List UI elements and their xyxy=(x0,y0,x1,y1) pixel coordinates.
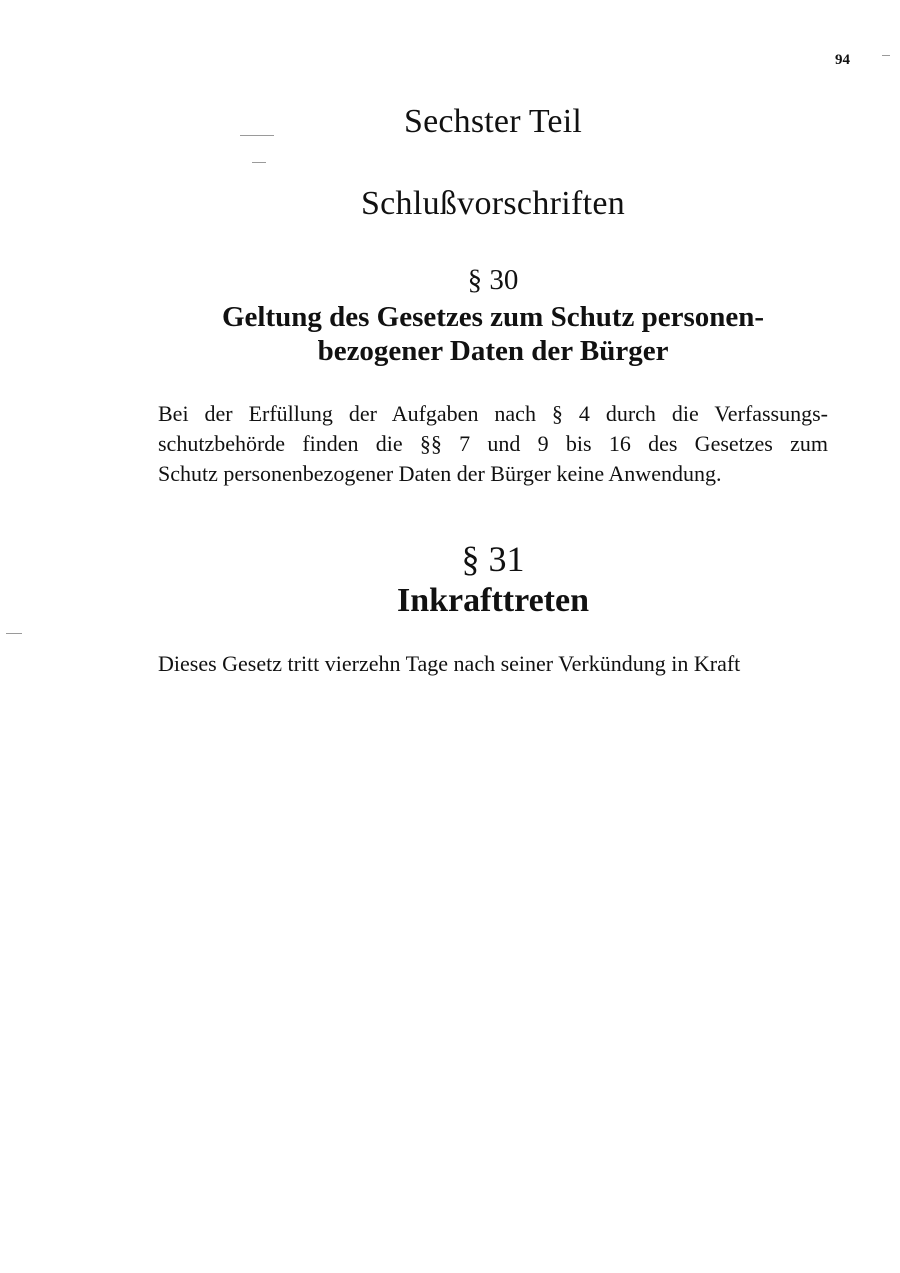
section-30-number: § 30 xyxy=(467,264,519,296)
section-30-text xyxy=(158,399,828,489)
section-30-text-line-1: Bei der Erfüllung der Aufgaben nach § 4 durch die Verfassungs- xyxy=(158,401,828,426)
section-31-text: Dieses Gesetz tritt vierzehn Tage nach seiner Verkündung in Kraft xyxy=(158,651,741,676)
section-31-title: Inkrafttreten xyxy=(397,582,589,619)
part-subtitle: Schlußvorschriften xyxy=(360,185,626,222)
section-31-number: § 31 xyxy=(461,539,525,579)
scan-speck xyxy=(240,135,274,136)
section-30-text-line-2: schutzbehörde finden die §§ 7 und 9 bis 16 des Gesetzes zum xyxy=(158,431,828,456)
section-30-title-line-2: bezogener Daten der Bürger xyxy=(317,335,669,367)
section-30-title-line-1: Geltung des Gesetzes zum Schutz personen- xyxy=(221,301,765,333)
scan-speck xyxy=(6,633,22,634)
page-number: 94 xyxy=(835,52,850,68)
section-30-title xyxy=(0,300,900,368)
scan-speck xyxy=(252,162,266,163)
part-title: Sechster Teil xyxy=(403,103,583,140)
section-30-text-line-3: Schutz personenbezogener Daten der Bürger keine Anwendung. xyxy=(158,461,722,486)
scan-speck xyxy=(882,55,890,56)
